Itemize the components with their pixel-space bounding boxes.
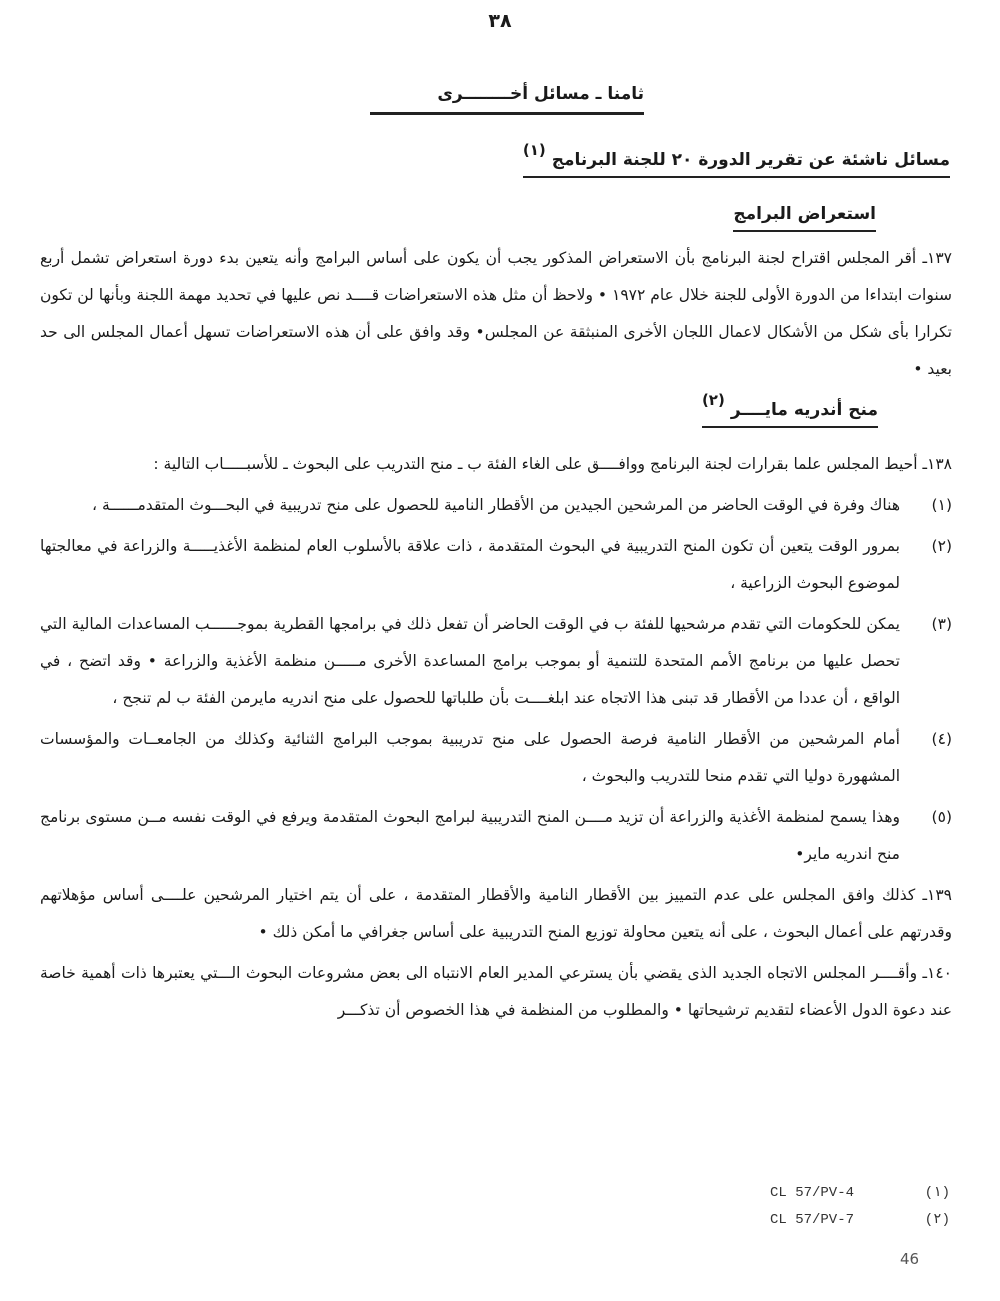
reason-number: (٤) xyxy=(931,730,952,748)
footnote-ref: (١) xyxy=(924,1185,950,1201)
body-text xyxy=(40,240,952,1029)
footnote-text: CL 57/PV-7 xyxy=(770,1212,855,1228)
footnotes xyxy=(770,1180,950,1234)
reason-item xyxy=(40,799,952,873)
reason-item xyxy=(40,606,952,717)
reason-text: أمام المرشحين من الأقطار النامية فرصة الحصول على منح تدريبية بموجب البرامج الثنائية وكذلك من الجامعــات والمؤسسات المشهورة دوليا التي تقدم منحا للتدريب والبحوث ، xyxy=(40,730,900,785)
reason-number: (٢) xyxy=(931,537,952,555)
footnote-row xyxy=(770,1207,950,1234)
footnote-text: CL 57/PV-4 xyxy=(770,1185,855,1201)
section-title: ثامنا ـ مسائل أخــــــــرى xyxy=(370,84,644,115)
reason-item xyxy=(40,528,952,602)
page-number: ٣٨ xyxy=(488,10,512,32)
footnote-ref-1: (١) xyxy=(522,141,546,159)
reason-item xyxy=(40,487,952,524)
subsection-title xyxy=(522,141,950,178)
paragraph-138: ١٣٨ـ أحيط المجلس علما بقرارات لجنة البرنامج ووافــــق على الغاء الفئة ب ـ منح التدريب على البحوث ـ للأسبـــــاب التالية : xyxy=(153,455,952,473)
topic-title-andre-mayer-text: منح أندريه مايــــر xyxy=(730,400,878,420)
reason-item xyxy=(40,721,952,795)
footnote-ref: (٢) xyxy=(924,1212,950,1228)
paragraph-140: ١٤٠ـ وأقــــر المجلس الاتجاه الجديد الذى يقضي بأن يسترعي المدير العام الانتباه الى بعض مشروعات البحوث الـــتي يعتبرها ذات أهمية خاصة عند دعوة الدول الأعضاء لتقديم ترشيحاتها • والمطلوب من المنظمة في هذا الخصوص أن تذكـــر xyxy=(40,964,952,1019)
reason-number: (٥) xyxy=(931,808,952,826)
paragraph-139: ١٣٩ـ كذلك وافق المجلس على عدم التمييز بين الأقطار النامية والأقطار المتقدمة ، على أن يتم اختيار المرشحين علــــى أساس مؤهلاتهم وقدرتهم على أعمال البحوث ، على أنه يتعين محاولة توزيع المنح التدريبية على أساس جغرافي ما أمكن ذلك • xyxy=(40,886,952,941)
footnote-ref-2: (٢) xyxy=(701,391,725,409)
subsection-title-text: مسائل ناشئة عن تقرير الدورة ٢٠ للجنة البرنامج xyxy=(551,150,950,170)
paragraph-137: ١٣٧ـ أقر المجلس اقتراح لجنة البرنامج بأن الاستعراض المذكور يجب أن يكون على أساس البرامج وأنه يتعين بدء دورة استعراض تشمل أربع سنوات ابتداءا من الدورة الأولى للجنة خلال عام ١٩٧٢ • ولاحظ أن مثل هذه الاستعراضات قــــد نص عليها في تحديد مهمة اللجنة وبأنها لن تكون تكرارا بأى شكل من الأشكال لاعمال اللجان الأخرى المنبثقة عن المجلس• وقد وافق على أن هذه الاستعراضات تسهل أعمال المجلس الى حد بعيد • xyxy=(40,249,952,378)
reason-text: بمرور الوقت يتعين أن تكون المنح التدريبية في البحوث المتقدمة ، ذات علاقة بالأسلوب العام لمنظمة الأغذيـــــة والزراعة في معالجتها لموضوع البحوث الزراعية ، xyxy=(40,537,900,592)
reason-text: وهذا يسمح لمنظمة الأغذية والزراعة أن تزيد مــــن المنح التدريبية لبرامج البحوث المتقدمة ويرفع في الوقت نفسه مــن مستوى برنامج منح اندريه ماير• xyxy=(40,808,900,863)
topic-title-andre-mayer xyxy=(701,391,878,428)
topic-title-program-review: استعراض البرامج xyxy=(733,204,876,232)
handwritten-page-number: 46 xyxy=(900,1250,920,1268)
reason-number: (٣) xyxy=(931,615,952,633)
reason-number: (١) xyxy=(931,496,952,514)
reason-text: هناك وفرة في الوقت الحاضر من المرشحين الجيدين من الأقطار النامية للحصول على منح تدريبية في البحـــوث المتقدمــــــة ، xyxy=(92,496,900,514)
footnote-row xyxy=(770,1180,950,1207)
reason-text: يمكن للحكومات التي تقدم مرشحيها للفئة ب في الوقت الحاضر أن تفعل ذلك في برامجها القطرية بموجــــــب المساعدات المالية التي تحصل عليها من برنامج الأمم المتحدة للتنمية أو بموجب برامج المساعدة الأخرى مـــــن منظمة الأغذية والزراعة • وقد اتضح ، في الواقع ، أن عددا من الأقطار قد تبنى هذا الاتجاه عند ابلغــــت بأن طلباتها للحصول على منح اندريه مايرمن الفئة ب لم تنجح ، xyxy=(40,615,900,707)
